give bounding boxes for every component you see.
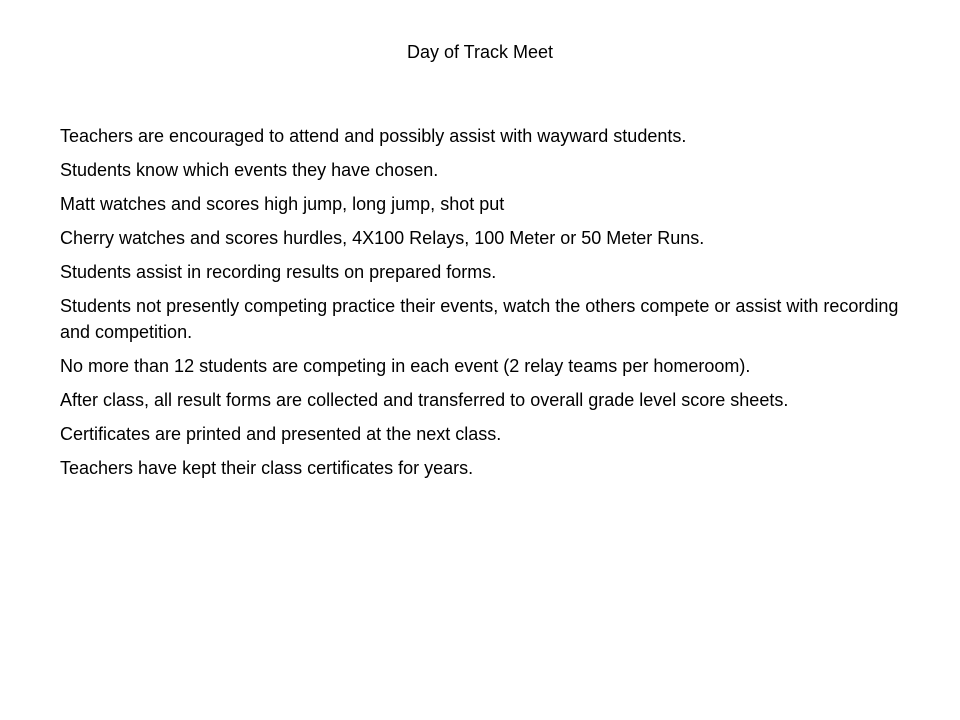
- bullet-list: [60, 123, 900, 489]
- list-item: Teachers have kept their class certificates for years.: [60, 458, 474, 478]
- list-item: Matt watches and scores high jump, long jump, shot put: [60, 194, 505, 214]
- list-item: Students not presently competing practice their events, watch the others compete or assist with recording and competition.: [60, 296, 899, 342]
- list-item: No more than 12 students are competing in each event (2 relay teams per homeroom).: [60, 356, 751, 376]
- slide-title: Day of Track Meet: [406, 42, 554, 62]
- list-item: Cherry watches and scores hurdles, 4X100 Relays, 100 Meter or 50 Meter Runs.: [60, 228, 705, 248]
- list-item: Students know which events they have chosen.: [60, 160, 439, 180]
- list-item: Teachers are encouraged to attend and possibly assist with wayward students.: [60, 126, 687, 146]
- list-item: Students assist in recording results on prepared forms.: [60, 262, 497, 282]
- list-item: Certificates are printed and presented at the next class.: [60, 424, 502, 444]
- list-item: After class, all result forms are collected and transferred to overall grade level score sheets.: [60, 390, 789, 410]
